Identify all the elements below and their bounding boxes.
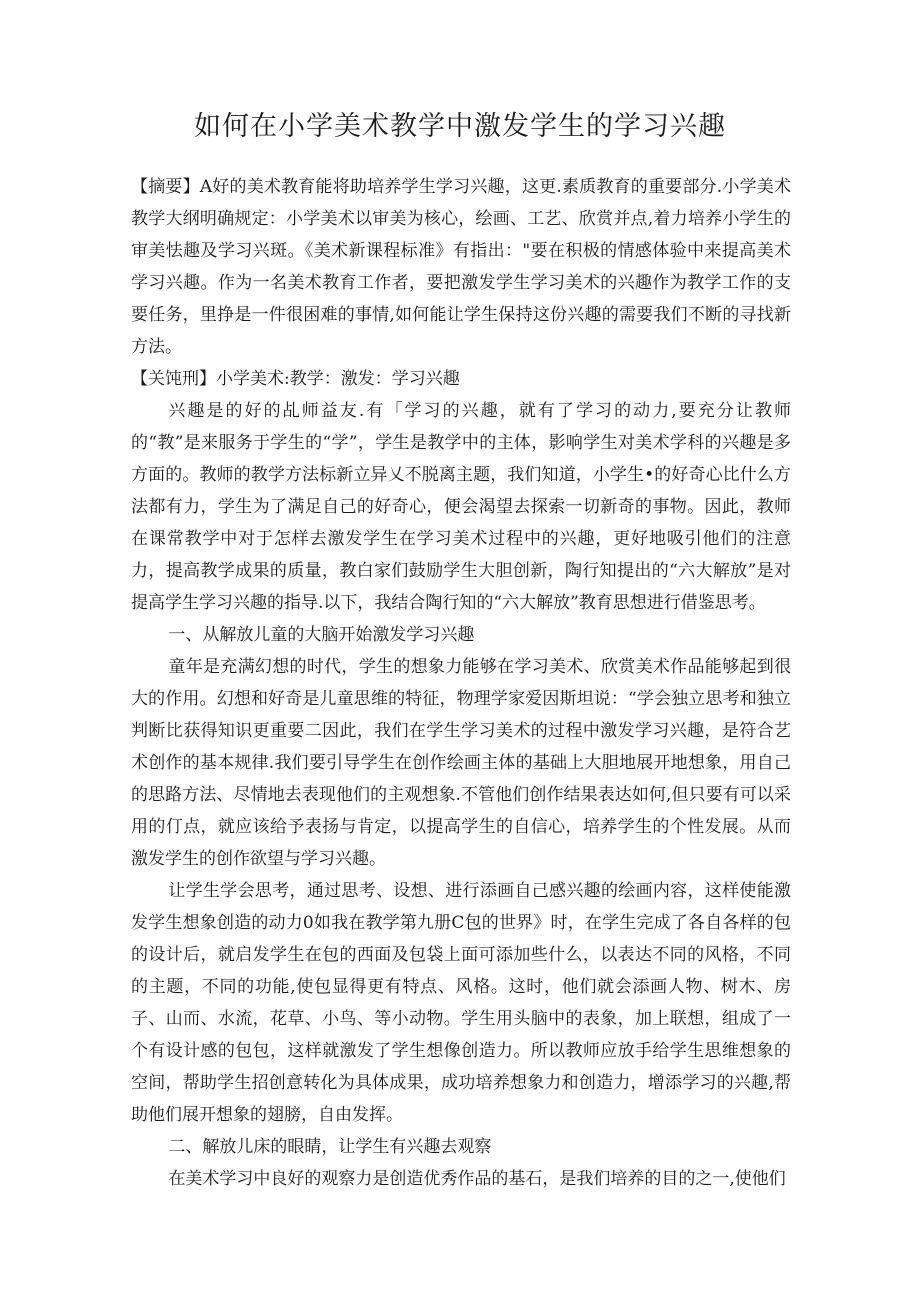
abstract-text: A好的美术教育能将助培养学生学习兴趣，这更.素质教育的重要部分.小学美术教学大纲明确规定：小学美术以审美为核心，绘画、工艺、欣赏并点,着力培养小学生的审美怯趣及学习兴斑。《美术新课程标准》有指出："要在积极的情感体验中来提高美术学习兴趣。作为一名美术教育工作者，要把激发学生学习美术的兴趣作为教学工作的支要任务，里挣是一件很困难的事情,如何能让学生保持这份兴趣的需要我们不断的寻找新方法。 [131,177,791,357]
body-paragraph: 在美术学习中良好的观察力是创造优秀作品的基石，是我们培养的目的之一,使他们 [168,1169,786,1189]
keywords-label: 【关饨刑】 [131,369,216,389]
abstract-paragraph [131,171,791,363]
abstract-label: 【摘要】 [131,177,200,197]
document-body [131,171,791,1195]
body-paragraph: 童年是充满幻想的时代，学生的想象力能够在学习美术、欣赏美术作品能够起到很大的作用。幻想和好奇是儿童思维的特征，物理学家爱因斯坦说：“学会独立思考和独立判断比获得知识更重要二因此，我们在学生学习美术的过程中激发学习兴趣，是符合艺术创作的基本规律.我们要引导学生在创作绘画主体的基础上大胆地展开地想象，用自己的思路方法、尽情地去表现他们的主观想象.不管他们创作结果表达如何,但只要有可以采用的仃点，就应该给予表扬与肯定，以提高学生的自信心，培养学生的个性发展。从而激发学生的创作欲望与学习兴趣。 [131,657,791,869]
section-heading: 一、从解放儿童的大脑开始激发学习兴趣 [168,625,475,645]
section-heading: 二、解放儿床的眼睛，让学生有兴趣去观察 [168,1137,492,1157]
keywords-text: 小学美术:教学：激发：学习兴趣 [216,369,460,389]
document-title: 如何在小学美术教学中激发学生的学习兴趣 [194,111,726,142]
body-paragraph: 让学生学会思考，通过思考、设想、进行添画自己感兴趣的绘画内容，这样使能激发学生想象创造的动力0如我在教学第九册C包的世界》时，在学生完成了各自各样的包的设计后，就启发学生在包的西面及包袋上面可添加些什么，以表达不同的风格，不同的主题，不同的功能,使包显得更有特点、风格。这时，他们就会添画人物、树木、房子、山而、水流，花草、小鸟、等小动物。学生用头脑中的表象，加上联想，组成了一个有设计感的包包，这样就激发了学生想像创造力。所以教师应放手给学生思维想象的空间，帮助学生招创意转化为具体成果，成功培养想象力和创造力，增添学习的兴趣,帮助他们展开想象的翅膀，自由发挥。 [131,881,791,1125]
keywords-paragraph [131,363,791,395]
body-paragraph: 兴趣是的好的乩师益友.有「学习的兴趣，就有了学习的动力,要充分让教师的“教”是来服务于学生的“学”，学生是教学中的主体，影响学生对美术学科的兴趣是多方面的。教师的教学方法标新立异乂不脱离主题，我们知道，小学生•的好奇心比什么方法都有力，学生为了满足自己的好奇心，便会渴望去探索一切新奇的事物。因此，教师在课常教学中对于怎样去激发学生在学习美术过程中的兴趣，更好地吸引他们的注意力，提高教学成果的质量，教白家们鼓励学生大胆创新，陶行知提出的“六大解放”是对提高学生学习兴趣的指导.以下，我结合陶行知的“六大解放”教育思想进行借鉴思考。 [131,401,791,613]
